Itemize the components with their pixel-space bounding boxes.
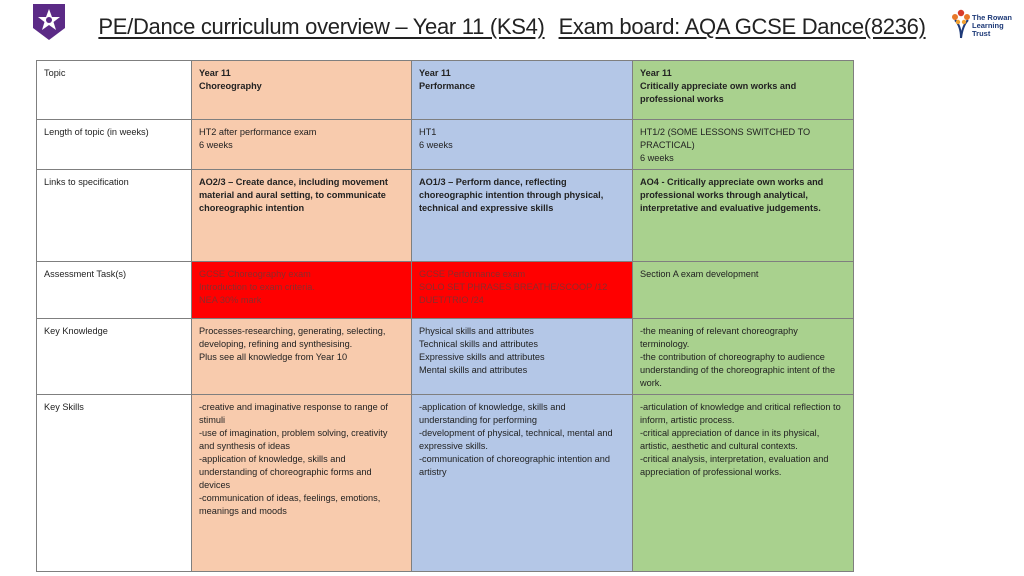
trust-logo <box>950 8 1018 48</box>
cell-skills-performance: -application of knowledge, skills and understanding for performing -development of physical, technical, mental and expressive skills. -communication of choreographic intention and artistry <box>412 395 633 572</box>
cell-skills-choreography: -creative and imaginative response to range of stimuli -use of imagination, problem solving, creativity and synthesis of ideas -application of knowledge, skills and understanding of choreographic forms and devices -communication of ideas, feelings, emotions, meanings and moods <box>192 395 412 572</box>
cell-knowledge-choreography: Processes-researching, generating, selecting, developing, refining and synthesising. Plus see all knowledge from Year 10 <box>192 319 412 395</box>
row-label-links: Links to specification <box>37 170 192 262</box>
row-label-assessment: Assessment Task(s) <box>37 262 192 319</box>
table-row-skills <box>37 395 854 572</box>
cell-knowledge-critical: -the meaning of relevant choreography terminology. -the contribution of choreography to audience understanding of the choreographic intent of the work. <box>633 319 854 395</box>
row-label-skills: Key Skills <box>37 395 192 572</box>
table-row-topic <box>37 61 854 120</box>
page-title <box>0 14 1024 40</box>
cell-links-critical: AO4 - Critically appreciate own works and professional works through analytical, interpretative and evaluative judgements. <box>633 170 854 262</box>
table-row-knowledge <box>37 319 854 395</box>
cell-links-choreography: AO2/3 – Create dance, including movement material and aural setting, to communicate choreographic intention <box>192 170 412 262</box>
cell-links-performance: AO1/3 – Perform dance, reflecting choreographic intention through physical, technical and expressive skills <box>412 170 633 262</box>
trust-logo-line: Learning Trust <box>972 21 1004 38</box>
cell-knowledge-performance: Physical skills and attributes Technical skills and attributes Expressive skills and attributes Mental skills and attributes <box>412 319 633 395</box>
rowan-tree-icon <box>950 8 972 40</box>
cell-assessment-performance: GCSE Performance exam SOLO SET PHRASES BREATHE/SCOOP /12 DUET/TRIO /24 <box>412 262 633 319</box>
cell-length-choreography: HT2 after performance exam 6 weeks <box>192 120 412 170</box>
row-label-knowledge: Key Knowledge <box>37 319 192 395</box>
title-exam-board: Exam board: AQA GCSE Dance(8236) <box>558 14 926 39</box>
row-label-length: Length of topic (in weeks) <box>37 120 192 170</box>
table-row-links <box>37 170 854 262</box>
cell-assessment-critical: Section A exam development <box>633 262 854 319</box>
table-row-assessment <box>37 262 854 319</box>
cell-topic-choreography: Year 11 Choreography <box>192 61 412 120</box>
cell-topic-critical: Year 11 Critically appreciate own works and professional works <box>633 61 854 120</box>
cell-topic-performance: Year 11 Performance <box>412 61 633 120</box>
cell-skills-critical: -articulation of knowledge and critical reflection to inform, artistic process. -critical appreciation of dance in its physical, artistic, aesthetic and cultural contexts. -critical analysis, interpretation, evaluation and appreciation of professional works. <box>633 395 854 572</box>
table-row-length <box>37 120 854 170</box>
row-label-topic: Topic <box>37 61 192 120</box>
cell-length-performance: HT1 6 weeks <box>412 120 633 170</box>
trust-logo-line: The Rowan <box>972 13 1013 22</box>
title-main: PE/Dance curriculum overview – Year 11 (KS4) <box>98 14 545 39</box>
curriculum-table <box>36 60 854 572</box>
cell-length-critical: HT1/2 (SOME LESSONS SWITCHED TO PRACTICAL) 6 weeks <box>633 120 854 170</box>
cell-assessment-choreography: GCSE Choreography exam Introduction to exam criteria. NEA 30% mark <box>192 262 412 319</box>
